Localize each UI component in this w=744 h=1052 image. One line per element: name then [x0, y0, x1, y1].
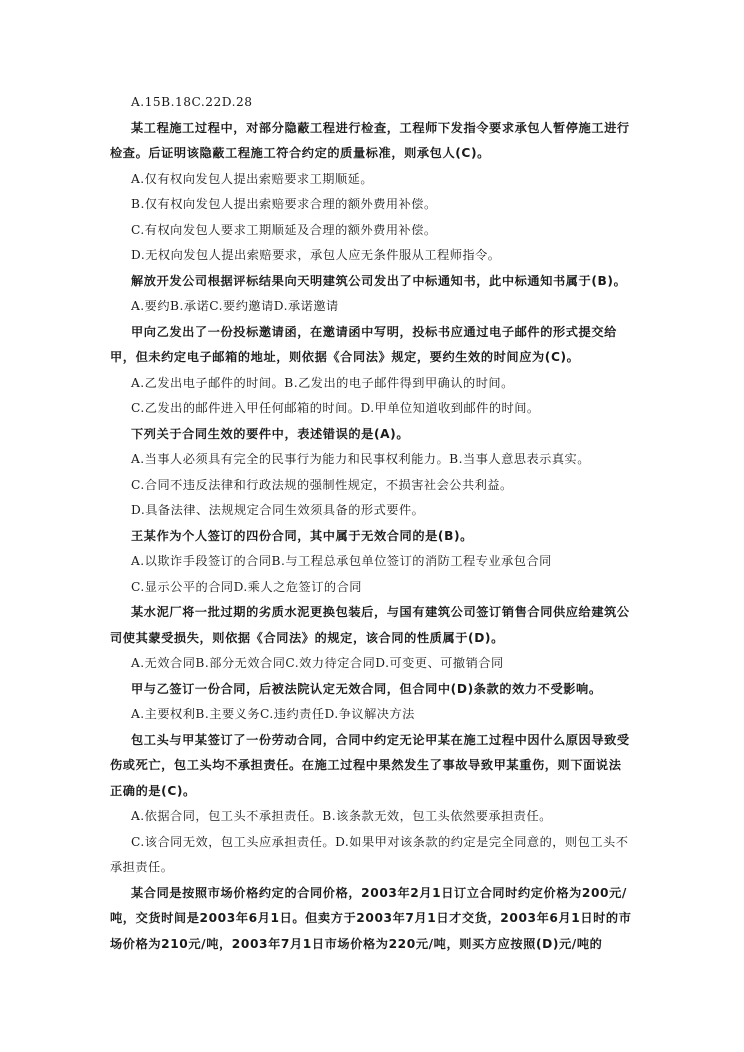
- answer-options-line: A.无效合同B.部分无效合同C.效力待定合同D.可变更、可撤销合同: [131, 656, 504, 670]
- question-paragraph: 甲向乙发出了一份投标邀请函，在邀请函中写明，投标书应通过电子邮件的形式提交给甲，但未约定电子邮箱的地址，则依据《合同法》规定，要约生效的时间应为(C)。: [110, 324, 617, 364]
- document-body: [110, 90, 634, 957]
- question-paragraph: 包工头与甲某签订了一份劳动合同，合同中约定无论甲某在施工过程中因什么原因导致受伤或死亡，包工头均不承担责任。在施工过程中果然发生了事故导致甲某重伤，则下面说法正确的是(C)。: [110, 732, 630, 798]
- answer-option: B.仅有权向发包人提出索赔要求合理的额外费用补偿。: [131, 197, 437, 211]
- answer-options-line: C.显示公平的合同D.乘人之危签订的合同: [131, 579, 362, 594]
- answer-options-line: C.该合同无效，包工头应承担责任。D.如果甲对该条款的约定是完全同意的，则包工头不承担责任。: [110, 834, 629, 874]
- answer-option: C.合同不违反法律和行政法规的强制性规定，不损害社会公共利益。: [131, 477, 513, 492]
- question-paragraph: 下列关于合同生效的要件中，表述错误的是(A)。: [131, 426, 410, 441]
- question-paragraph: 某合同是按照市场价格约定的合同价格，2003年2月1日订立合同时约定价格为200元/吨，交货时间是2003年6月1日。但卖方于2003年7月1日才交货，2003年6月1日时的市场价格为210元/吨，2003年7月1日市场价格为220元/吨，则买方应按照(D)元/吨的: [110, 885, 632, 951]
- answer-options-line: A.依据合同，包工头不承担责任。B.该条款无效，包工头依然要承担责任。: [131, 809, 552, 823]
- answer-option: C.有权向发包人要求工期顺延及合理的额外费用补偿。: [131, 222, 437, 237]
- question-paragraph: 某水泥厂将一批过期的劣质水泥更换包装后，与国有建筑公司签订销售合同供应给建筑公司使其蒙受损失，则依据《合同法》的规定，该合同的性质属于(D)。: [110, 605, 630, 645]
- answer-option: D.无权向发包人提出索赔要求，承包人应无条件服从工程师指令。: [131, 248, 501, 262]
- question-paragraph: 王某作为个人签订的四份合同，其中属于无效合同的是(B)。: [131, 528, 473, 543]
- answer-option: D.具备法律、法规规定合同生效须具备的形式要件。: [131, 503, 425, 517]
- answer-options-line: A.以欺诈手段签订的合同B.与工程总承包单位签订的消防工程专业承包合同: [131, 554, 552, 568]
- answer-options-line: C.乙发出的邮件进入甲任何邮箱的时间。D.甲单位知道收到邮件的时间。: [131, 401, 540, 415]
- question-paragraph: 解放开发公司根据评标结果向天明建筑公司发出了中标通知书，此中标通知书属于(B)。: [131, 273, 627, 288]
- answer-options-line: A.乙发出电子邮件的时间。B.乙发出的电子邮件得到甲确认的时间。: [131, 375, 514, 390]
- question-paragraph: 某工程施工过程中，对部分隐蔽工程进行检查，工程师下发指令要求承包人暂停施工进行检查。后证明该隐蔽工程施工符合约定的质量标准，则承包人(C)。: [110, 120, 630, 160]
- answer-options-line: A.15B.18C.22D.28: [131, 95, 253, 109]
- question-paragraph: 甲与乙签订一份合同，后被法院认定无效合同，但合同中(D)条款的效力不受影响。: [131, 681, 602, 696]
- answer-options-line: A.当事人必须具有完全的民事行为能力和民事权利能力。B.当事人意思表示真实。: [131, 452, 590, 466]
- answer-options-line: A.主要权利B.主要义务C.违约责任D.争议解决方法: [131, 707, 415, 721]
- answer-option: A.仅有权向发包人提出索赔要求工期顺延。: [131, 171, 374, 186]
- answer-options-line: A.要约B.承诺C.要约邀请D.承诺邀请: [131, 299, 339, 313]
